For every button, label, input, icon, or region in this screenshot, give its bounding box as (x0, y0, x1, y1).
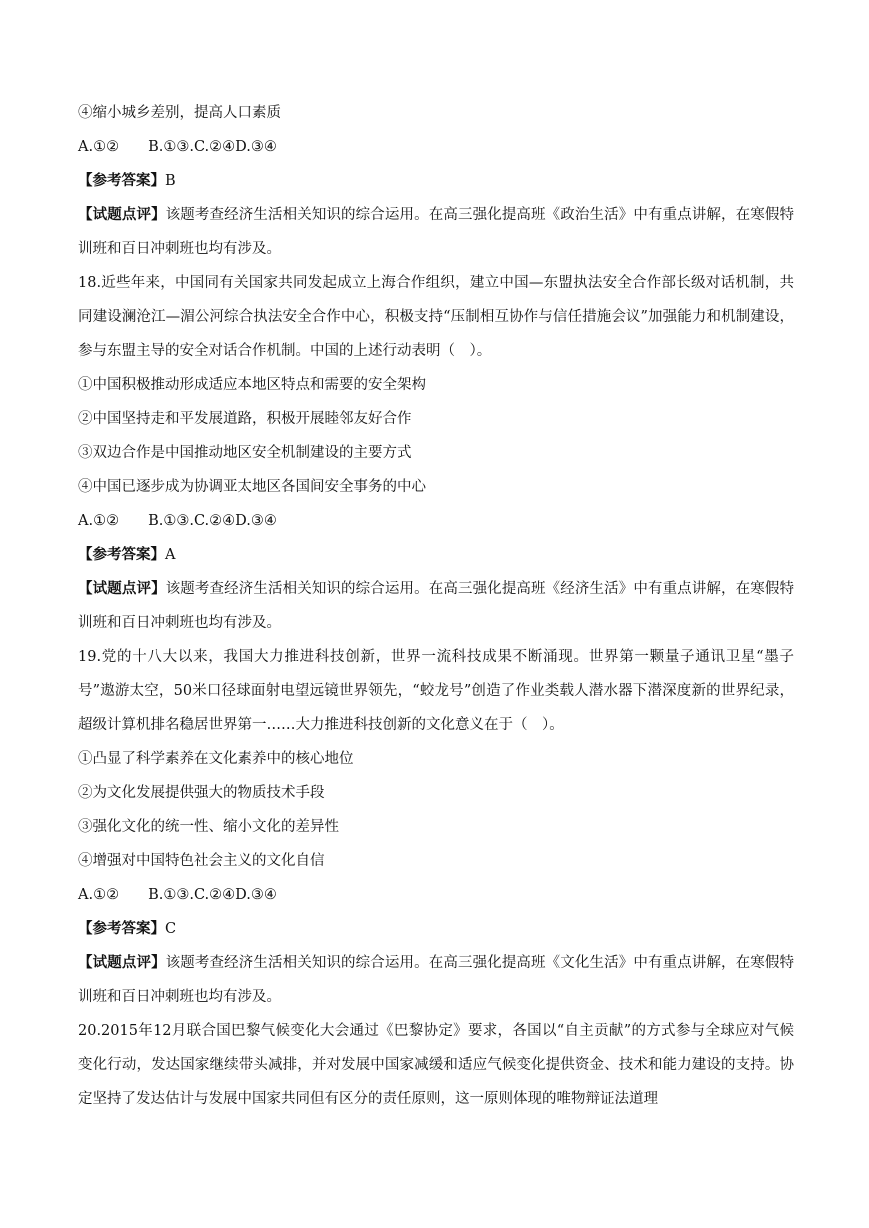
answer-label: 【参考答案】 (78, 546, 165, 563)
answer-value: A (165, 547, 176, 563)
question-19-option-1: ①凸显了科学素养在文化素养中的核心地位 (78, 751, 354, 767)
question-19-option-2: ②为文化发展提供强大的物质技术手段 (78, 785, 325, 801)
question-18-option-2: ②中国坚持走和平发展道路，积极开展睦邻友好合作 (78, 411, 412, 427)
answer-value: B (165, 173, 176, 189)
question-19-answer (78, 912, 794, 946)
comment-label: 【试题点评】 (78, 954, 166, 971)
question-18-stem: 18.近些年来，中国同有关国家共同发起成立上海合作组织，建立中国—东盟执法安全合作部长级对话机制，共同建设澜沧江—湄公河综合执法安全合作中心，积极支持“压制相互协作与信任措施会议”加强能力和机制建设，参与东盟主导的安全对话合作机制。中国的上述行动表明（ ）。 (78, 275, 794, 359)
answer-line (78, 164, 794, 198)
question-18-option-3: ③双边合作是中国推动地区安全机制建设的主要方式 (78, 445, 412, 461)
choices-line: A.①② B.①③.C.②④D.③④ (78, 139, 277, 155)
question-19-stem: 19.党的十八大以来，我国大力推进科技创新，世界一流科技成果不断涌现。世界第一颗量子通讯卫星“墨子号”遨游太空，50米口径球面射电望远镜世界领先，“蛟龙号”创造了作业类载人潜水器下潜深度新的世界纪录，超级计算机排名稳居世界第一……大力推进科技创新的文化意义在于（ ）。 (78, 649, 794, 733)
question-19-comment (78, 946, 794, 1014)
question-18-comment (78, 572, 794, 640)
question-19-option-4: ④增强对中国特色社会主义的文化自信 (78, 853, 325, 869)
comment-text: 该题考查经济生活相关知识的综合运用。在高三强化提高班《经济生活》中有重点讲解，在寒假特训班和百日冲刺班也均有涉及。 (78, 581, 794, 631)
answer-label: 【参考答案】 (78, 172, 165, 189)
question-18-option-1: ①中国积极推动形成适应本地区特点和需要的安全架构 (78, 377, 426, 393)
question-18-option-4: ④中国已逐步成为协调亚太地区各国间安全事务的中心 (78, 479, 426, 495)
answer-value: C (165, 921, 177, 937)
answer-label: 【参考答案】 (78, 920, 165, 937)
comment-label: 【试题点评】 (78, 206, 166, 223)
question-18-answer (78, 538, 794, 572)
question-19-choices: A.①② B.①③.C.②④D.③④ (78, 887, 277, 903)
comment-text: 该题考查经济生活相关知识的综合运用。在高三强化提高班《文化生活》中有重点讲解，在寒假特训班和百日冲刺班也均有涉及。 (78, 955, 794, 1005)
comment-label: 【试题点评】 (78, 580, 166, 597)
question-20-stem: 20.2015年12月联合国巴黎气候变化大会通过《巴黎协定》要求，各国以“自主贡献”的方式参与全球应对气候变化行动，发达国家继续带头减排，并对发展中国家减缓和适应气候变化提供资金、技术和能力建设的支持。协定坚持了发达估计与发展中国家共同但有区分的责任原则，这一原则体现的唯物辩证法道理 (78, 1023, 794, 1107)
question-18-choices: A.①② B.①③.C.②④D.③④ (78, 513, 277, 529)
comment-paragraph (78, 198, 794, 266)
option-line: ④缩小城乡差别，提高人口素质 (78, 105, 281, 121)
document-page (78, 96, 794, 1116)
question-19-option-3: ③强化文化的统一性、缩小文化的差异性 (78, 819, 339, 835)
comment-text: 该题考查经济生活相关知识的综合运用。在高三强化提高班《政治生活》中有重点讲解，在寒假特训班和百日冲刺班也均有涉及。 (78, 207, 794, 257)
